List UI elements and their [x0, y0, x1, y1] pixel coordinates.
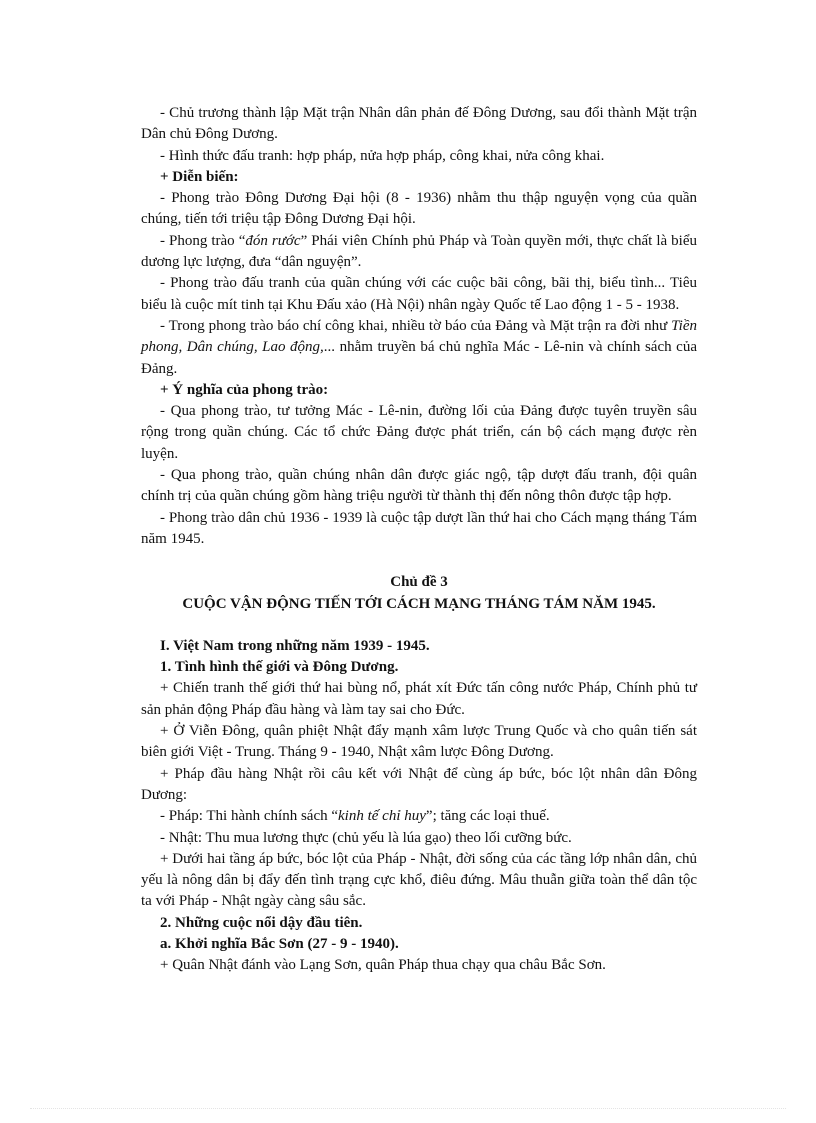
paragraph: - Chủ trương thành lập Mặt trận Nhân dân phản đế Đông Dương, sau đổi thành Mặt trận Dân chủ Đông Dương.: [141, 105, 697, 143]
section-heading: I. Việt Nam trong những năm 1939 - 1945.: [160, 637, 430, 654]
paragraph: + Pháp đầu hàng Nhật rồi câu kết với Nhật để cùng áp bức, bóc lột nhân dân Đông Dương:: [141, 765, 697, 803]
paragraph: + Quân Nhật đánh vào Lạng Sơn, quân Pháp thua chạy qua châu Bắc Sơn.: [160, 957, 606, 974]
subsection-heading: a. Khởi nghĩa Bắc Sơn (27 - 9 - 1940).: [160, 935, 399, 952]
paragraph: + Ở Viễn Đông, quân phiệt Nhật đẩy mạnh xâm lược Trung Quốc và cho quân tiến sát biên giới Việt - Trung. Tháng 9 - 1940, Nhật xâm lược Đông Dương.: [141, 723, 697, 761]
subsection-heading: 2. Những cuộc nổi dậy đầu tiên.: [160, 914, 363, 931]
paragraph: - Phong trào đấu tranh của quần chúng với các cuộc bãi công, bãi thị, biểu tình... Tiêu biểu là cuộc mít tinh tại Khu Đấu xảo (Hà Nội) nhân ngày Quốc tế Lao động 1 - 5 - 1938.: [141, 275, 697, 313]
paragraph: + Dưới hai tầng áp bức, bóc lột của Pháp - Nhật, đời sống của các tầng lớp nhân dân, chủ yếu là nông dân bị đẩy đến tình trạng cực khổ, điêu đứng. Mâu thuẫn giữa toàn thể dân tộc ta với Pháp - Nhật ngày càng sâu sắc.: [141, 850, 697, 910]
spacer: [141, 615, 697, 636]
text-run: - Trong phong trào báo chí công khai, nhiều tờ báo của Đảng và Mặt trận ra đời như: [160, 317, 672, 334]
italic-run: Tiền phong, Dân chúng, Lao động,: [141, 317, 697, 356]
paragraph: [141, 316, 697, 380]
subsection-heading: 1. Tình hình thế giới và Đông Dương.: [160, 659, 399, 676]
italic-run: đón rước: [245, 232, 301, 249]
text-run: ”; tăng các loại thuế.: [425, 808, 550, 825]
chapter-label: Chủ đề 3: [390, 574, 448, 591]
paragraph: - Qua phong trào, tư tưởng Mác - Lê-nin, đường lối của Đảng được tuyên truyền sâu rộng trong quần chúng. Các tổ chức Đảng được phát triển, cán bộ cách mạng được rèn luyện.: [141, 403, 697, 462]
text-run: ... nhằm truyền bá chủ nghĩa Mác - Lê-nin và chính sách của Đảng.: [141, 339, 697, 377]
heading-y-nghia: + Ý nghĩa của phong trào:: [160, 381, 329, 398]
paragraph: + Chiến tranh thế giới thứ hai bùng nổ, phát xít Đức tấn công nước Pháp, Chính phủ tư sản phản động Pháp đầu hàng và làm tay sai cho Đức.: [141, 680, 697, 718]
text-run: - Pháp: Thi hành chính sách “: [160, 808, 339, 825]
spacer: [141, 550, 697, 572]
paragraph: [141, 806, 697, 827]
paragraph: [141, 231, 697, 274]
paragraph: - Phong trào dân chủ 1936 - 1939 là cuộc tập dượt lần thứ hai cho Cách mạng tháng Tám năm 1945.: [141, 509, 697, 547]
text-run: ” Phái viên Chính phủ Pháp và Toàn quyền mới, thực chất là biểu dương lực lượng, đưa “dân nguyện”.: [141, 232, 697, 271]
paragraph: - Phong trào Đông Dương Đại hội (8 - 1936) nhằm thu thập nguyện vọng của quần chúng, tiến tới triệu tập Đông Dương Đại hội.: [141, 190, 697, 228]
chapter-title: CUỘC VẬN ĐỘNG TIẾN TỚI CÁCH MẠNG THÁNG TÁM NĂM 1945.: [182, 595, 656, 612]
document-body: [141, 103, 697, 977]
paragraph: - Hình thức đấu tranh: hợp pháp, nửa hợp pháp, công khai, nửa công khai.: [160, 147, 605, 164]
paragraph: - Qua phong trào, quần chúng nhân dân được giác ngộ, tập dượt đấu tranh, đội quân chính trị của quần chúng gồm hàng triệu người từ thành thị đến nông thôn được tập hợp.: [141, 467, 697, 505]
page-bottom-divider: [30, 1108, 786, 1109]
heading-dien-bien: + Diễn biến:: [160, 168, 239, 185]
italic-run: kinh tế chỉ huy: [338, 808, 426, 825]
text-run: - Phong trào “: [160, 232, 246, 249]
paragraph: - Nhật: Thu mua lương thực (chủ yếu là lúa gạo) theo lối cưỡng bức.: [160, 829, 572, 846]
